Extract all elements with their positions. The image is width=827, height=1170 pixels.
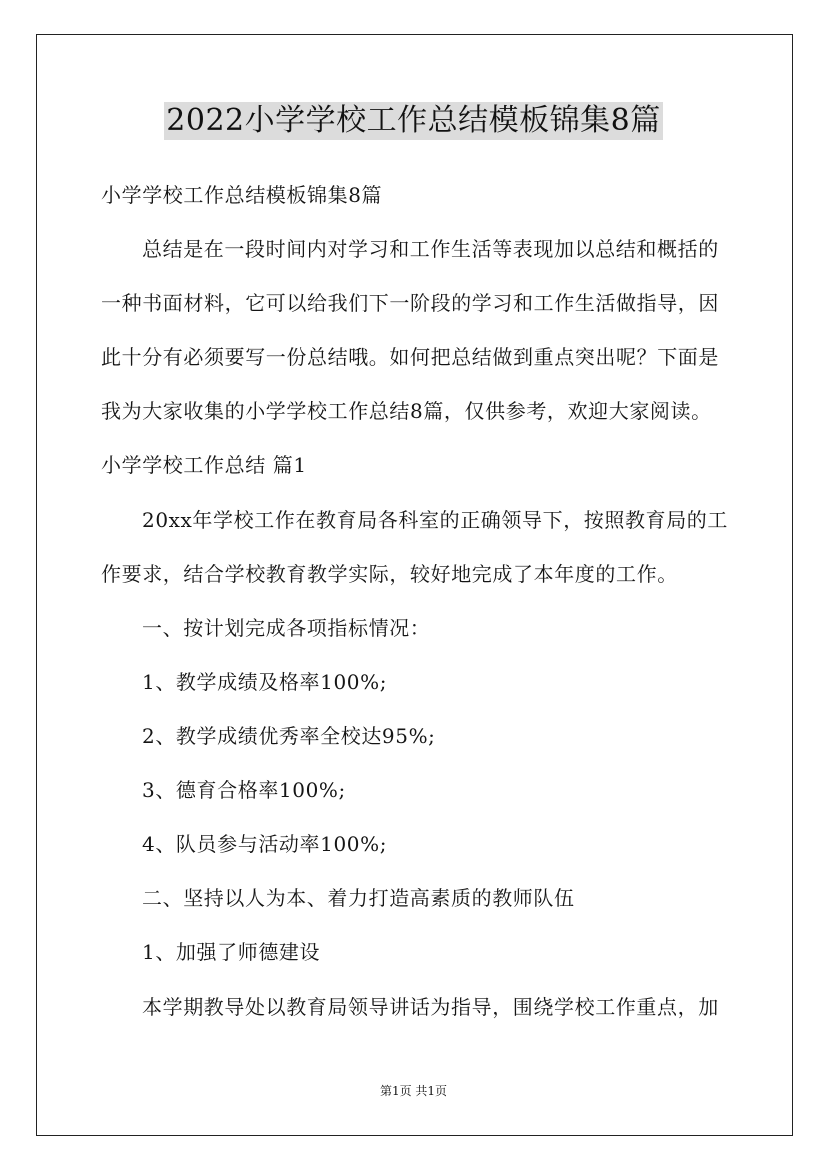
paragraph-line: 总结是在一段时间内对学习和工作生活等表现加以总结和概括的: [142, 237, 719, 261]
paragraph-line: 20xx年学校工作在教育局各科室的正确领导下，按照教育局的工: [142, 508, 729, 532]
document-title: 2022小学学校工作总结模板锦集8篇: [166, 103, 661, 138]
list-heading: 二、坚持以人为本、着力打造高素质的教师队伍: [142, 886, 575, 910]
section-heading: 小学学校工作总结 篇1: [101, 453, 307, 477]
paragraph-line: 作要求，结合学校教育教学实际，较好地完成了本年度的工作。: [101, 562, 678, 586]
paragraph-line: 一种书面材料，它可以给我们下一阶段的学习和工作生活做指导，因: [101, 291, 719, 315]
list-item: 1、教学成绩及格率100%;: [142, 670, 388, 694]
subtitle-line: 小学学校工作总结模板锦集8篇: [101, 183, 383, 207]
list-item: 2、教学成绩优秀率全校达95%;: [142, 724, 436, 748]
paragraph-line: 此十分有必须要写一份总结哦。如何把总结做到重点突出呢？下面是: [101, 345, 719, 369]
paragraph-line: 本学期教导处以教育局领导讲话为指导，围绕学校工作重点，加: [142, 995, 719, 1019]
list-item: 3、德育合格率100%;: [142, 778, 346, 802]
paragraph-line: 我为大家收集的小学学校工作总结8篇，仅供参考，欢迎大家阅读。: [101, 399, 712, 423]
title-wrap: [0, 102, 827, 140]
list-item: 1、加强了师德建设: [142, 940, 321, 964]
list-heading: 一、按计划完成各项指标情况：: [142, 616, 431, 640]
page-footer: 第1页 共1页: [379, 1084, 448, 1098]
list-item: 4、队员参与活动率100%;: [142, 832, 388, 856]
